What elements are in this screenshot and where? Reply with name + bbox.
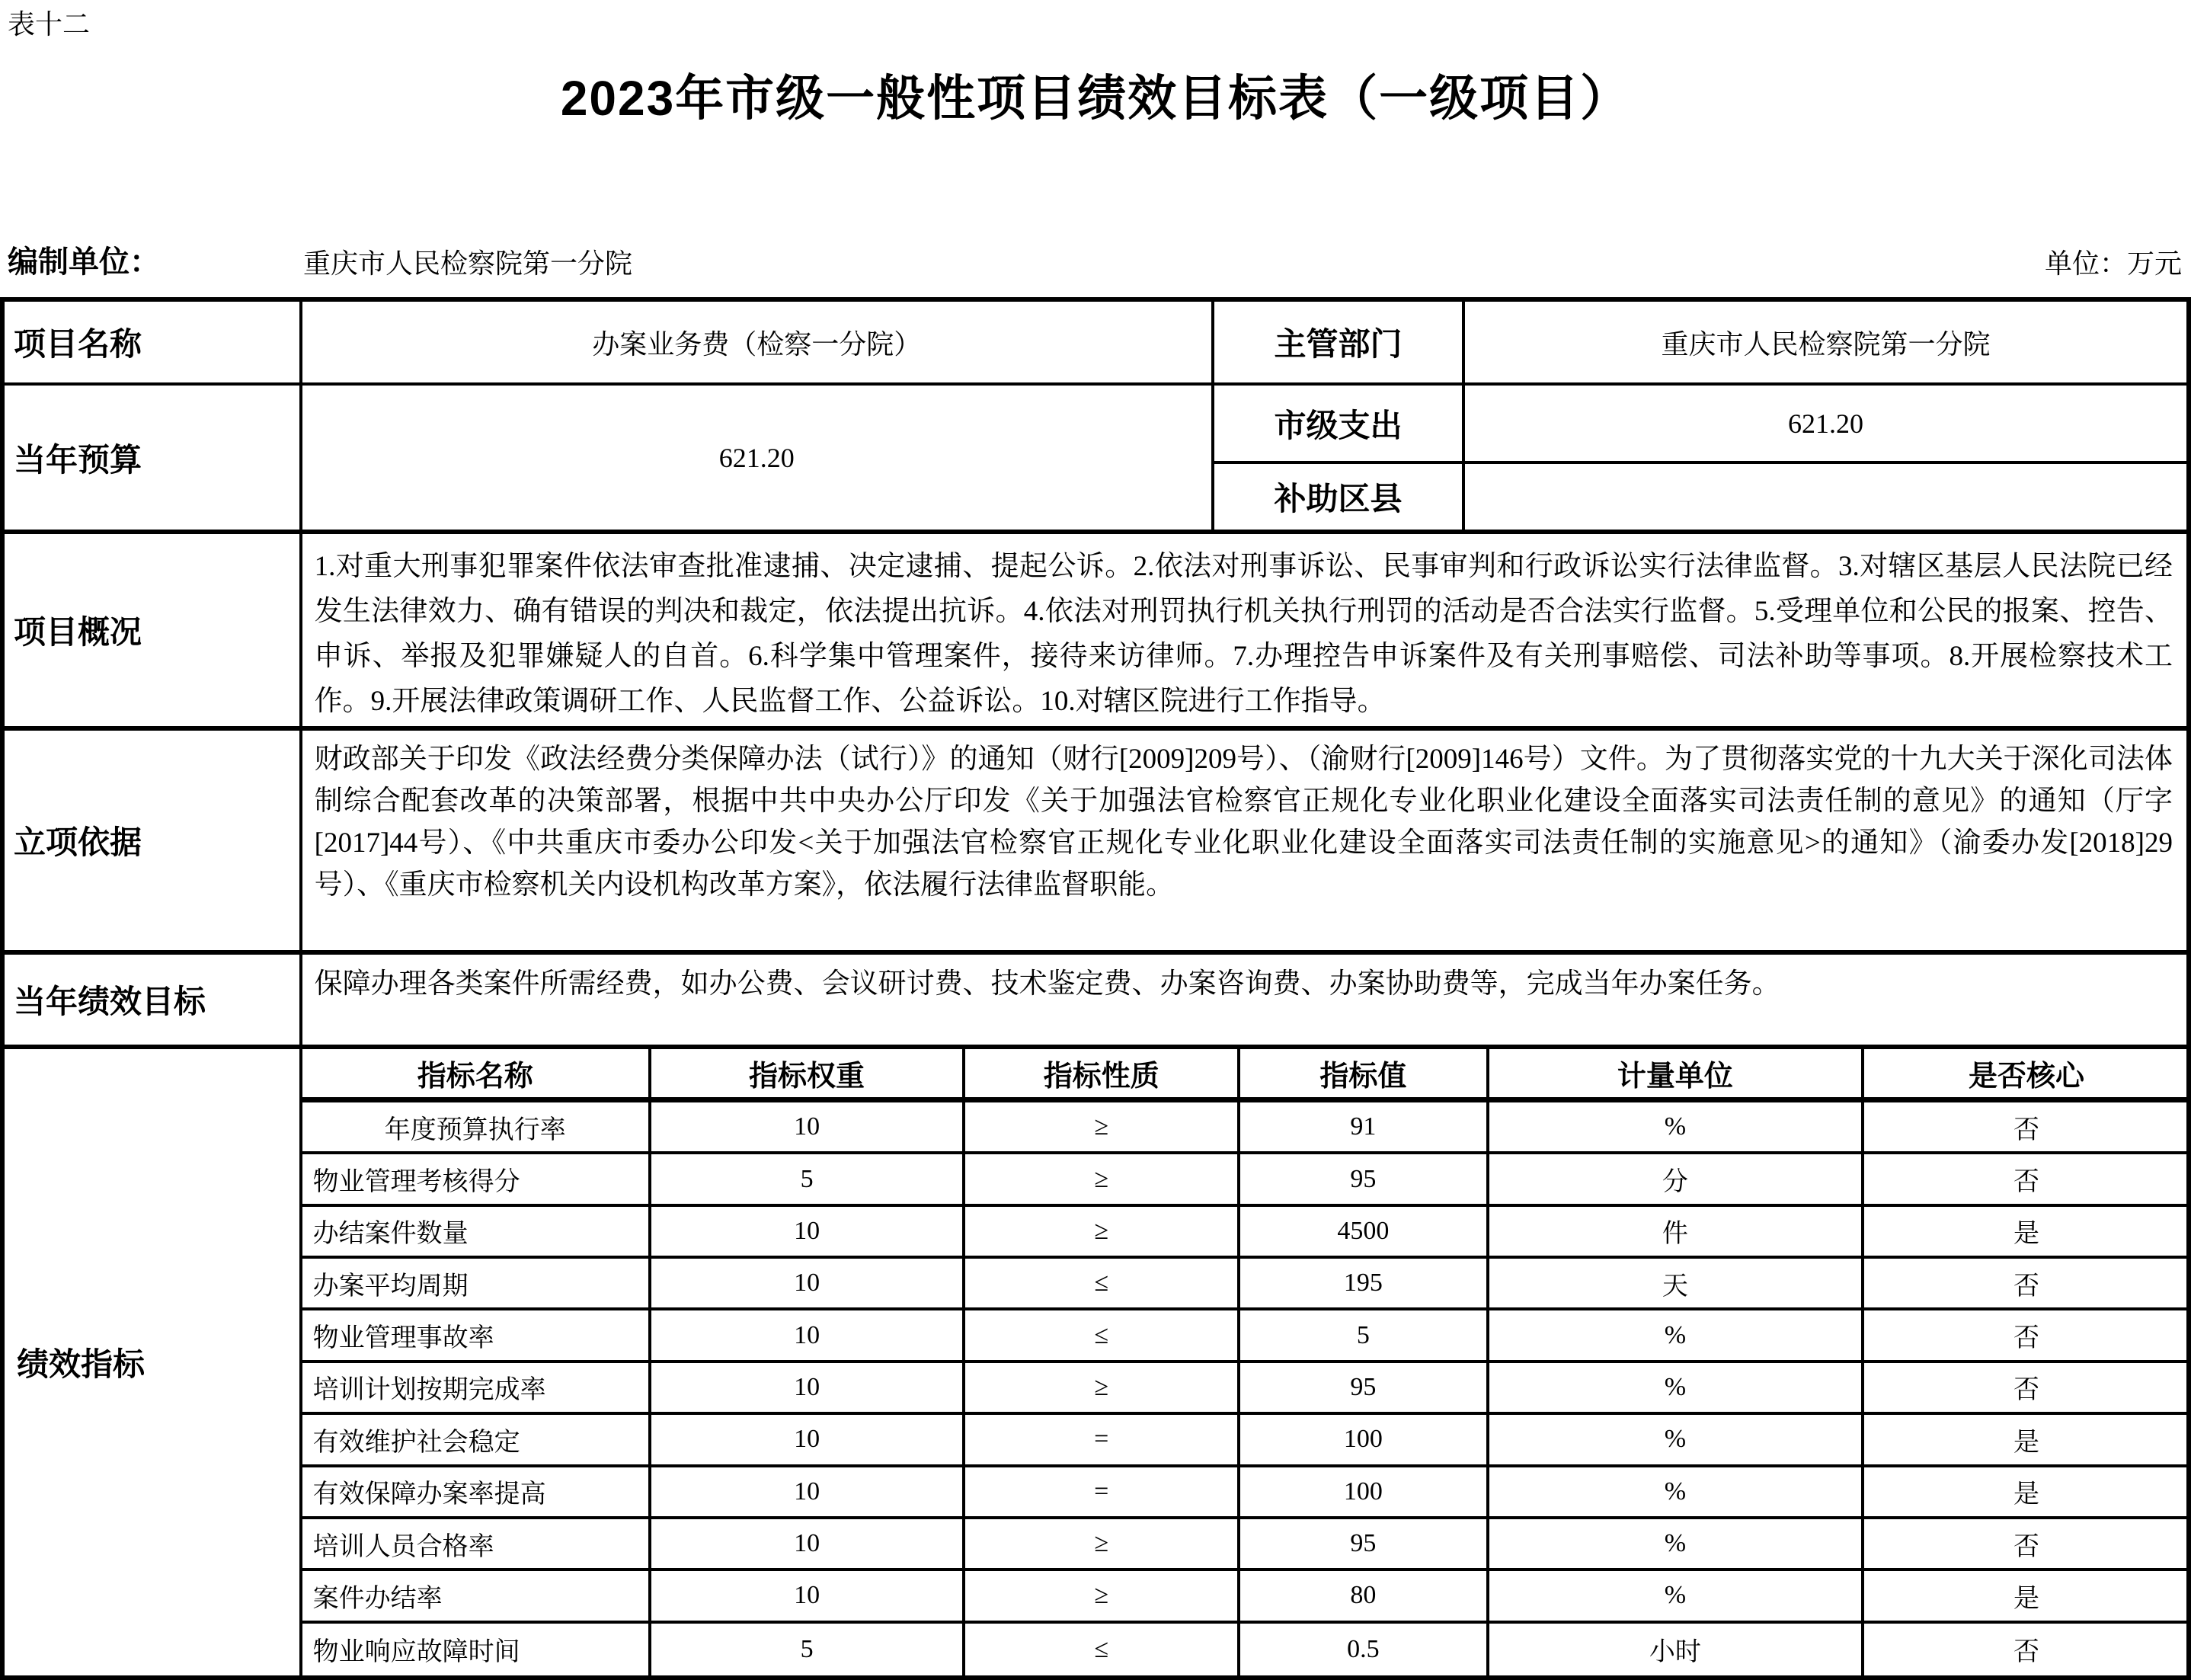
dept-value: 重庆市人民检察院第一分院 <box>1462 302 2186 382</box>
indicator-cell: 95 <box>1237 1363 1486 1415</box>
indicator-cell: 10 <box>648 1259 962 1310</box>
indicator-cell: = <box>962 1467 1237 1519</box>
indicator-name: 物业管理考核得分 <box>299 1154 648 1206</box>
indicator-cell: ≥ <box>962 1154 1237 1206</box>
indicator-cell: ≥ <box>962 1363 1237 1415</box>
indicator-cell: 10 <box>648 1363 962 1415</box>
project-overview-text: 1.对重大刑事犯罪案件依法审查批准逮捕、决定逮捕、提起公诉。2.依法对刑事诉讼、民事审判和行政诉讼实行法律监督。3.对辖区基层人民法院已经发生法律效力、确有错误的判决和裁定，依法提出抗诉。4.依法对刑罚执行机关执行刑罚的活动是否合法实行监督。5.受理单位和公民的报案、控告、申诉、举报及犯罪嫌疑人的自首。6.科学集中管理案件，接待来访律师。7.办理控告申诉案件及有关刑事赔偿、司法补助等事项。8.开展检察技术工作。9.开展法律政策调研工作、人民监督工作、公益诉讼。10.对辖区院进行工作指导。 <box>299 534 2186 726</box>
annual-goal-row <box>5 950 2186 1045</box>
indicator-cell: 分 <box>1486 1154 1862 1206</box>
indicator-cell: 件 <box>1486 1207 1862 1259</box>
prepared-by-value: 重庆市人民检察院第一分院 <box>303 248 633 279</box>
city-expense-value: 621.20 <box>1462 382 2186 461</box>
indicator-name: 案件办结率 <box>299 1571 648 1623</box>
indicator-cell: ≥ <box>962 1207 1237 1259</box>
indicator-cell: 是 <box>1861 1415 2189 1467</box>
indicator-cell: ≤ <box>962 1259 1237 1310</box>
indicator-cell: 否 <box>1861 1259 2189 1310</box>
indicator-cell: 0.5 <box>1237 1624 1486 1675</box>
city-expense-label: 市级支出 <box>1211 382 1462 461</box>
indicator-cell: 否 <box>1861 1310 2189 1362</box>
indicator-cell: 是 <box>1861 1571 2189 1623</box>
col-header-indicator-value: 指标值 <box>1237 1049 1486 1102</box>
indicators-label: 绩效指标 <box>17 1348 146 1383</box>
indicator-name: 有效保障办案率提高 <box>299 1467 648 1519</box>
indicator-cell: 195 <box>1237 1259 1486 1310</box>
project-overview-label: 项目概况 <box>14 616 142 651</box>
indicator-cell: = <box>962 1415 1237 1467</box>
indicator-cell: 10 <box>648 1519 962 1571</box>
indicator-cell: 是 <box>1861 1467 2189 1519</box>
indicator-name: 培训计划按期完成率 <box>299 1363 648 1415</box>
indicator-cell: 5 <box>648 1154 962 1206</box>
project-basis-label: 立项依据 <box>14 826 142 861</box>
indicator-cell: 10 <box>648 1467 962 1519</box>
table-number-tag: 表十二 <box>8 9 91 40</box>
dept-label: 主管部门 <box>1211 302 1462 382</box>
indicator-cell: 否 <box>1861 1363 2189 1415</box>
project-name-value: 办案业务费（检察一分院） <box>299 302 1211 382</box>
indicator-cell: 否 <box>1861 1519 2189 1571</box>
indicator-cell: 10 <box>648 1207 962 1259</box>
indicator-cell: 10 <box>648 1571 962 1623</box>
page-title: 2023年市级一般性项目绩效目标表（一级项目） <box>560 71 1631 126</box>
indicator-cell: 10 <box>648 1310 962 1362</box>
indicator-cell: % <box>1486 1415 1862 1467</box>
county-subsidy-value <box>1462 461 2186 530</box>
prepared-by-line <box>0 238 2191 277</box>
project-overview-row <box>5 530 2186 726</box>
indicator-name: 办结案件数量 <box>299 1207 648 1259</box>
indicator-cell: 小时 <box>1486 1624 1862 1675</box>
col-header-is-core: 是否核心 <box>1861 1049 2189 1102</box>
col-header-indicator-nature: 指标性质 <box>962 1049 1237 1102</box>
indicator-name: 培训人员合格率 <box>299 1519 648 1571</box>
indicator-cell: 95 <box>1237 1519 1486 1571</box>
project-name-label: 项目名称 <box>14 328 142 363</box>
indicator-cell: 10 <box>648 1102 962 1154</box>
indicator-name: 办案平均周期 <box>299 1259 648 1310</box>
indicator-cell: 95 <box>1237 1154 1486 1206</box>
indicator-name: 有效维护社会稳定 <box>299 1415 648 1467</box>
indicator-cell: % <box>1486 1519 1862 1571</box>
indicator-cell: 10 <box>648 1415 962 1467</box>
col-header-indicator-name: 指标名称 <box>299 1049 648 1102</box>
unit-note: 单位：万元 <box>2044 248 2182 279</box>
prepared-by-label: 编制单位： <box>8 245 160 279</box>
indicator-cell: 100 <box>1237 1415 1486 1467</box>
indicator-name: 物业管理事故率 <box>299 1310 648 1362</box>
budget-label: 当年预算 <box>5 382 299 530</box>
indicator-cell: ≥ <box>962 1571 1237 1623</box>
indicator-cell: 否 <box>1861 1154 2189 1206</box>
budget-value: 621.20 <box>299 382 1211 530</box>
indicator-name: 物业响应故障时间 <box>299 1624 648 1675</box>
indicator-cell: 是 <box>1861 1207 2189 1259</box>
col-header-measure-unit: 计量单位 <box>1486 1049 1862 1102</box>
indicator-cell: 天 <box>1486 1259 1862 1310</box>
project-basis-text: 财政部关于印发《政法经费分类保障办法（试行）》的通知（财行[2009]209号）、（渝财行[2009]146号）文件。为了贯彻落实党的十九大关于深化司法体制综合配套改革的决策部署，根据中共中央办公厅印发《关于加强法官检察官正规化专业化职业化建设全面落实司法责任制的意见》的通知（厅字[2017]44号）、《中共重庆市委办公印发<关于加强法官检察官正规化专业化职业化建设全面落实司法责任制的实施意见>的通知》（渝委办发[2018]29号）、《重庆市检察机关内设机构改革方案》，依法履行法律监督职能。 <box>299 731 2186 950</box>
indicator-cell: % <box>1486 1467 1862 1519</box>
indicator-cell: ≤ <box>962 1624 1237 1675</box>
indicator-cell: % <box>1486 1310 1862 1362</box>
indicator-cell: 否 <box>1861 1102 2189 1154</box>
indicator-cell: % <box>1486 1102 1862 1154</box>
indicator-cell: % <box>1486 1571 1862 1623</box>
project-info-section <box>5 302 2186 530</box>
indicator-cell: ≥ <box>962 1102 1237 1154</box>
col-header-indicator-weight: 指标权重 <box>648 1049 962 1102</box>
indicator-cell: 100 <box>1237 1467 1486 1519</box>
indicator-cell: 5 <box>648 1624 962 1675</box>
indicator-name: 年度预算执行率 <box>299 1102 648 1154</box>
annual-goal-label: 当年绩效目标 <box>14 985 206 1020</box>
annual-goal-text: 保障办理各类案件所需经费，如办公费、会议研讨费、技术鉴定费、办案咨询费、办案协助费等，完成当年办案任务。 <box>299 955 2186 1045</box>
indicator-cell: ≥ <box>962 1519 1237 1571</box>
project-basis-row <box>5 726 2186 950</box>
indicator-cell: ≤ <box>962 1310 1237 1362</box>
county-subsidy-label: 补助区县 <box>1211 461 1462 530</box>
indicator-cell: 4500 <box>1237 1207 1486 1259</box>
indicator-cell: 5 <box>1237 1310 1486 1362</box>
performance-target-table <box>0 297 2191 1680</box>
indicator-cell: 否 <box>1861 1624 2189 1675</box>
indicators-section <box>5 1045 2186 1675</box>
indicator-cell: 91 <box>1237 1102 1486 1154</box>
indicator-cell: 80 <box>1237 1571 1486 1623</box>
indicator-cell: % <box>1486 1363 1862 1415</box>
